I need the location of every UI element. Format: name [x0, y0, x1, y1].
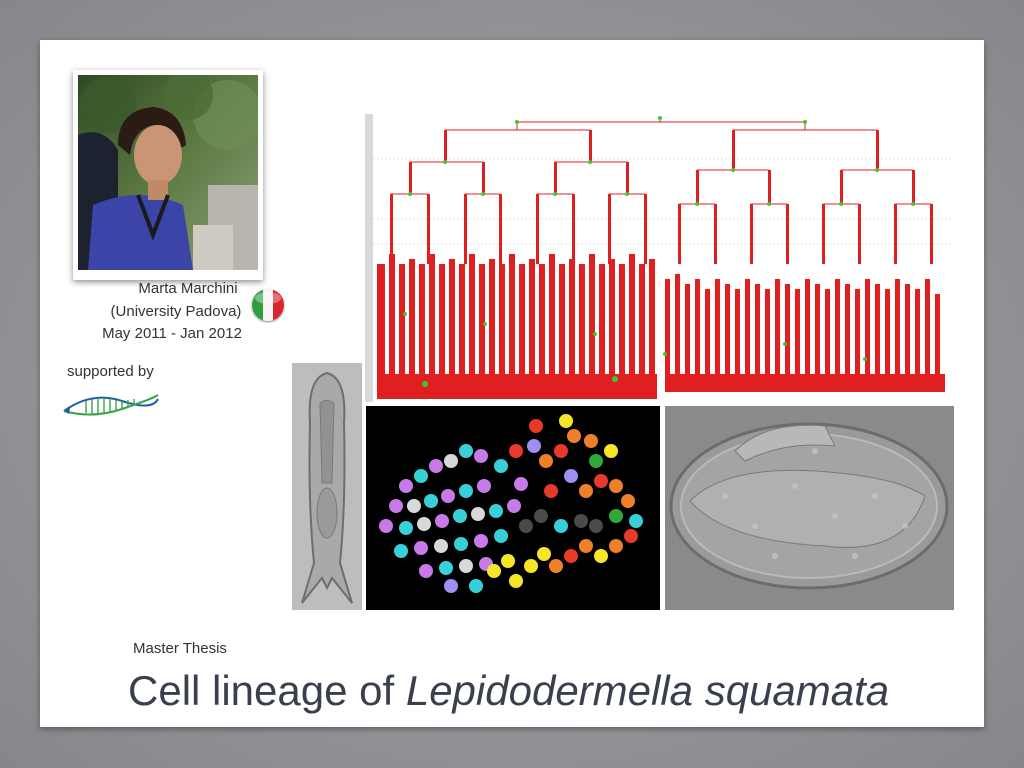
slide: [40, 40, 984, 727]
author-photo: [73, 70, 263, 280]
cell-lineage-tree: [365, 114, 954, 402]
thesis-type-label: Master Thesis: [133, 640, 227, 657]
title-prefix: Cell lineage of: [128, 667, 406, 714]
supported-by-label: supported by: [67, 363, 154, 380]
dna-helix-logo-icon: [62, 389, 160, 426]
embryo-micrograph: [665, 406, 954, 610]
italy-flag-icon: [252, 289, 284, 321]
cell-positions-3d-model: [366, 406, 660, 610]
species-name: Lepidodermella squamata: [405, 667, 890, 714]
slide-title: [128, 667, 889, 715]
author-affiliation: (University Padova): [110, 303, 242, 320]
author-name: Marta Marchini: [138, 280, 238, 297]
rotifer-micrograph: [292, 363, 362, 610]
author-period: May 2011 - Jan 2012: [102, 325, 242, 342]
